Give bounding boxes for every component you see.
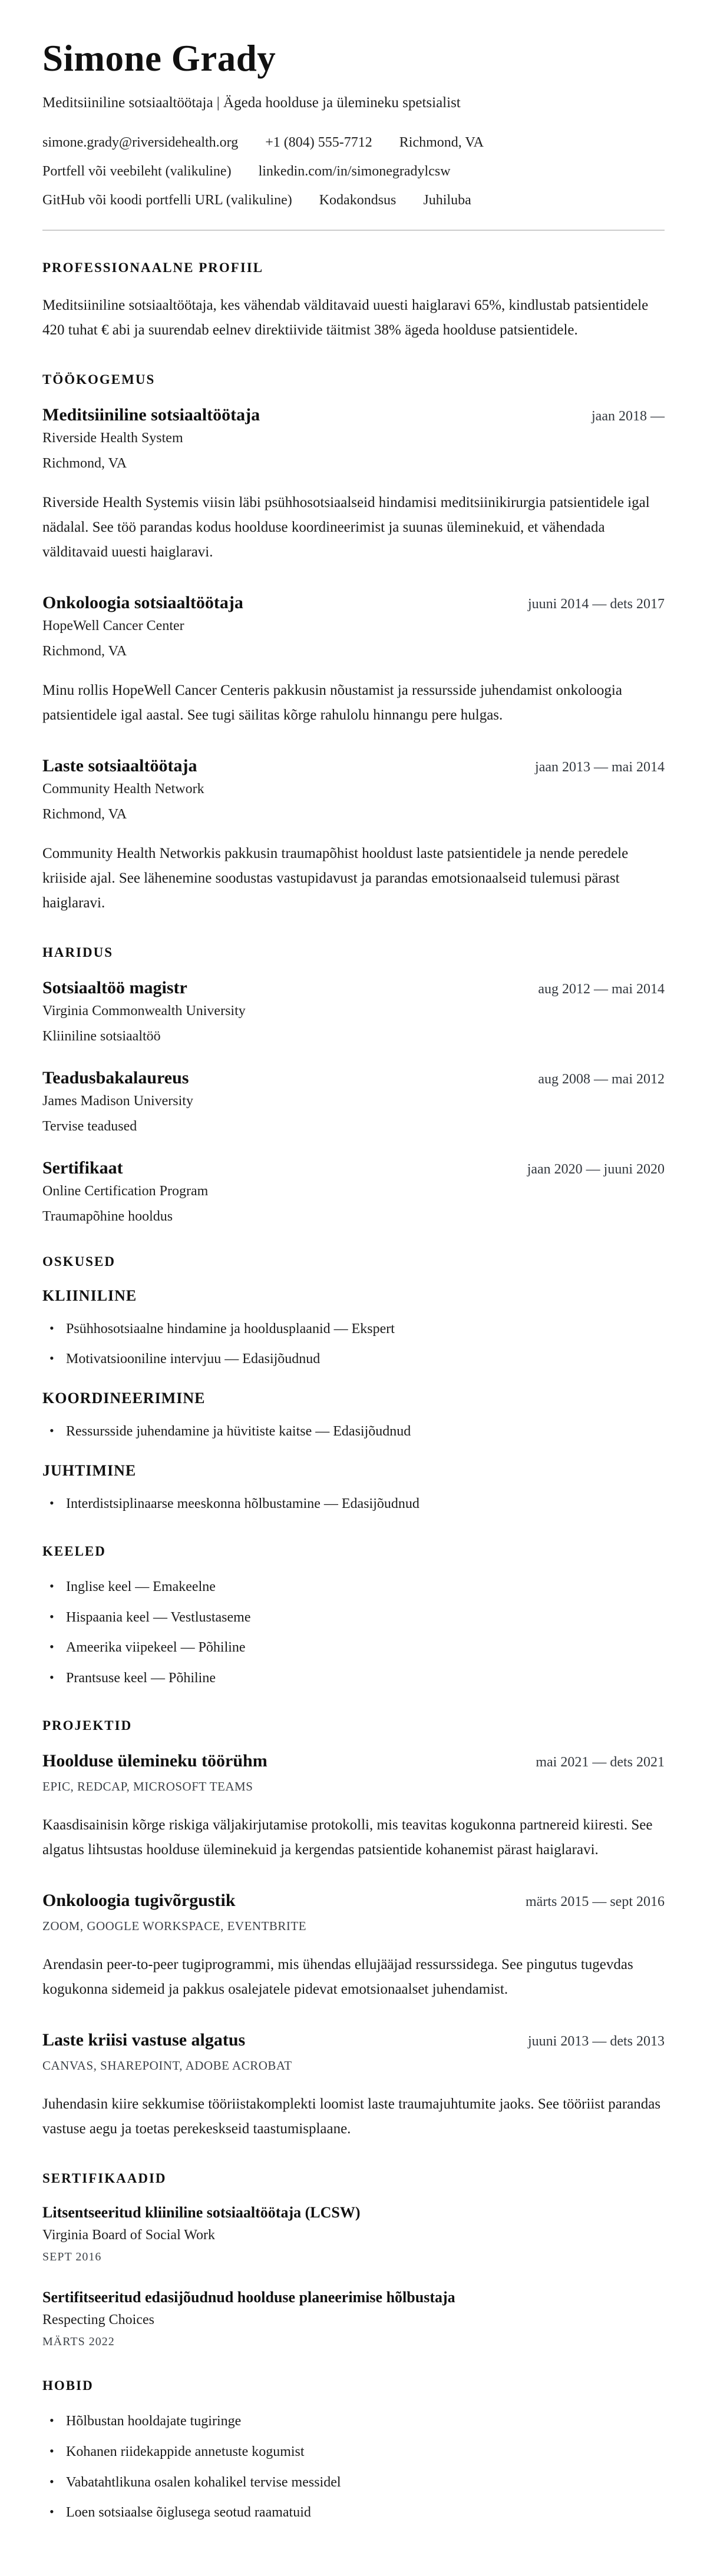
citizenship-text: Kodakondsus <box>319 192 397 208</box>
degree-title: Teadusbakalaureus <box>42 1067 189 1088</box>
job-header <box>42 405 665 425</box>
job-dates: jaan 2018 — <box>592 408 665 424</box>
contact-row-3 <box>42 193 665 208</box>
phone-text: +1 (804) 555-7712 <box>265 134 372 150</box>
job-dates: jaan 2013 — mai 2014 <box>535 759 665 775</box>
job-location: Richmond, VA <box>42 806 127 822</box>
portfolio-text: Portfell või veebileht (valikuline) <box>42 163 232 179</box>
field-of-study: Traumapõhine hooldus <box>42 1208 173 1224</box>
profile-summary: Meditsiiniline sotsiaaltöötaja, kes vähendab välditavaid uuesti haiglaravi 65%, kindlustab patsientidele 420 tuhat € abi ja suurendab eelnev direktiivide täitmist 38% ägeda hoolduse patsientidele. <box>42 297 649 338</box>
language-item: • Ameerika viipekeel — Põhiline <box>42 1637 665 1658</box>
skill-category: KOORDINEERIMINE <box>42 1390 206 1407</box>
education-entry <box>42 1068 665 1135</box>
education-dates: aug 2008 — mai 2012 <box>538 1071 665 1087</box>
project-description: Arendasin peer-to-peer tugiprogrammi, mis ühendas ellujääjad ressurssidega. See pingutus tugevdas kogukonna sidemeid ja pakkus osalejatele pidevat emotsionaalset juhendamist. <box>42 1956 633 1997</box>
school-name: Virginia Commonwealth University <box>42 1003 246 1019</box>
field-of-study: Tervise teadused <box>42 1118 137 1134</box>
project-description: Juhendasin kiire sekkumise tööriistakomplekti loomist laste traumajuhtumite jaoks. See tööriist parandas vastuse aegu ja toetas perekeskseid taastumisplaane. <box>42 2096 661 2137</box>
job-description: Riverside Health Systemis viisin läbi psühhosotsiaalseid hindamisi meditsiinikirurgia patsientidele igal nädalal. See töö parandas kodus hoolduse koordineerimist ja suunas üleminekuid, et vähendada välditavaid uuesti haiglaravi. <box>42 494 650 560</box>
job-entry <box>42 405 665 565</box>
certification-date: SEPT 2016 <box>42 2250 102 2263</box>
school-name: Online Certification Program <box>42 1183 209 1199</box>
job-company: Riverside Health System <box>42 430 183 446</box>
project-header <box>42 2030 665 2050</box>
contact-row-1 <box>42 135 665 151</box>
education-header <box>42 978 665 998</box>
section-title-projects: PROJEKTID <box>42 1718 133 1733</box>
skill-list <box>42 1494 665 1514</box>
language-item: • Prantsuse keel — Põhiline <box>42 1668 665 1689</box>
hobby-item: • Loen sotsiaalse õiglusega seotud raamatuid <box>42 2502 665 2523</box>
project-tools: EPIC, REDCAP, MICROSOFT TEAMS <box>42 1779 253 1793</box>
project-dates: juuni 2013 — dets 2013 <box>528 2033 665 2049</box>
job-entry <box>42 593 665 728</box>
skill-list <box>42 1319 665 1370</box>
github-text: GitHub või koodi portfelli URL (valikuline) <box>42 192 292 208</box>
certification-name: Sertifitseeritud edasijõudnud hoolduse planeerimise hõlbustaja <box>42 2288 455 2306</box>
project-header <box>42 1891 665 1911</box>
certification-issuer: Virginia Board of Social Work <box>42 2227 216 2243</box>
job-header <box>42 593 665 613</box>
hobby-item: • Vabatahtlikuna osalen kohalikel tervise messidel <box>42 2472 665 2493</box>
job-entry <box>42 756 665 916</box>
job-company: HopeWell Cancer Center <box>42 618 184 634</box>
job-location: Richmond, VA <box>42 455 127 471</box>
contact-row-2 <box>42 164 665 180</box>
project-title: Laste kriisi vastuse algatus <box>42 2030 246 2050</box>
job-title: Onkoloogia sotsiaaltöötaja <box>42 592 243 612</box>
language-item: • Hispaania keel — Vestlustaseme <box>42 1607 665 1628</box>
project-header <box>42 1751 665 1771</box>
job-title: Laste sotsiaaltöötaja <box>42 755 197 775</box>
education-entry <box>42 1158 665 1225</box>
field-of-study: Kliiniline sotsiaaltöö <box>42 1028 161 1044</box>
project-entry <box>42 1751 665 1862</box>
section-work <box>42 372 665 916</box>
section-skills <box>42 1254 665 1514</box>
email-text: simone.grady@riversidehealth.org <box>42 134 239 150</box>
degree-title: Sertifikaat <box>42 1158 123 1178</box>
section-education <box>42 945 665 1225</box>
job-header <box>42 756 665 776</box>
section-profile <box>42 260 665 343</box>
certification-entry <box>42 2289 665 2349</box>
section-title-languages: KEELED <box>42 1543 106 1559</box>
skill-category: KLIINILINE <box>42 1287 137 1304</box>
section-title-education: HARIDUS <box>42 944 114 960</box>
section-title-certifications: SERTIFIKAADID <box>42 2170 167 2186</box>
job-description: Community Health Networkis pakkusin traumapõhist hooldust laste patsientidele ja nende peredele kriiside ajal. See lähenemine soodustas vastupidavust ja parandas emotsionaalseid tulemusi pärast haiglaravi. <box>42 845 629 911</box>
degree-title: Sotsiaaltöö magistr <box>42 977 187 997</box>
certification-date: MÄRTS 2022 <box>42 2335 115 2348</box>
hobby-list <box>42 2411 665 2523</box>
project-dates: mai 2021 — dets 2021 <box>536 1754 665 1770</box>
section-languages <box>42 1544 665 1689</box>
hobby-item: • Hõlbustan hooldajate tugiringe <box>42 2411 665 2432</box>
education-dates: jaan 2020 — juuni 2020 <box>527 1161 665 1177</box>
job-company: Community Health Network <box>42 781 204 797</box>
job-title: Meditsiiniline sotsiaaltöötaja <box>42 405 260 425</box>
project-entry <box>42 2030 665 2141</box>
project-description: Kaasdisainisin kõrge riskiga väljakirjutamise protokolli, mis teavitas kogukonna partnereid kiiresti. See algatus lihtsustas hoolduse üleminekuid ja kergendas patsientide kohanemist pärast haiglaravi. <box>42 1816 653 1858</box>
resume-header <box>42 38 665 231</box>
language-list <box>42 1577 665 1689</box>
page-title: Simone Grady <box>42 38 276 79</box>
skill-item: • Psühhosotsiaalne hindamine ja hooldusplaanid — Ekspert <box>42 1319 665 1340</box>
headline: Meditsiiniline sotsiaaltöötaja | Ägeda hoolduse ja ülemineku spetsialist <box>42 94 461 111</box>
job-description: Minu rollis HopeWell Cancer Centeris pakkusin nõustamist ja ressursside juhendamist onkoloogia patsientidele igal aastal. See tugi säilitas kõrge rahulolu hinnangu pere hulgas. <box>42 682 622 723</box>
section-projects <box>42 1718 665 2141</box>
drivers-license-text: Juhiluba <box>423 192 471 208</box>
skill-item: • Motivatsiooniline intervjuu — Edasijõudnud <box>42 1349 665 1370</box>
section-title-work: TÖÖKOGEMUS <box>42 372 156 387</box>
project-dates: märts 2015 — sept 2016 <box>526 1894 665 1909</box>
hobby-item: • Kohanen riidekappide annetuste kogumist <box>42 2442 665 2462</box>
project-tools: CANVAS, SHAREPOINT, ADOBE ACROBAT <box>42 2058 292 2073</box>
skill-list <box>42 1421 665 1442</box>
education-entry <box>42 978 665 1045</box>
skill-category: JUHTIMINE <box>42 1461 137 1479</box>
header-divider <box>42 230 665 231</box>
school-name: James Madison University <box>42 1093 193 1109</box>
project-tools: ZOOM, GOOGLE WORKSPACE, EVENTBRITE <box>42 1918 307 1933</box>
certification-entry <box>42 2204 665 2264</box>
education-header <box>42 1158 665 1178</box>
section-certifications <box>42 2171 665 2349</box>
section-title-hobbies: HOBID <box>42 2378 94 2393</box>
linkedin-text: linkedin.com/in/simonegradylcsw <box>258 163 451 179</box>
project-title: Onkoloogia tugivõrgustik <box>42 1890 236 1910</box>
education-dates: aug 2012 — mai 2014 <box>538 981 665 997</box>
location-text: Richmond, VA <box>399 134 484 150</box>
project-entry <box>42 1891 665 2002</box>
certification-name: Litsentseeritud kliiniline sotsiaaltöötaja (LCSW) <box>42 2203 361 2221</box>
job-location: Richmond, VA <box>42 643 127 659</box>
education-header <box>42 1068 665 1088</box>
section-title-skills: OSKUSED <box>42 1254 115 1269</box>
section-hobbies <box>42 2378 665 2523</box>
section-title-profile: PROFESSIONAALNE PROFIIL <box>42 260 264 275</box>
language-item: • Inglise keel — Emakeelne <box>42 1577 665 1597</box>
job-dates: juuni 2014 — dets 2017 <box>528 596 665 612</box>
skill-item: • Interdistsiplinaarse meeskonna hõlbustamine — Edasijõudnud <box>42 1494 665 1514</box>
certification-issuer: Respecting Choices <box>42 2312 154 2328</box>
project-title: Hoolduse ülemineku töörühm <box>42 1751 267 1771</box>
skill-item: • Ressursside juhendamine ja hüvitiste kaitse — Edasijõudnud <box>42 1421 665 1442</box>
